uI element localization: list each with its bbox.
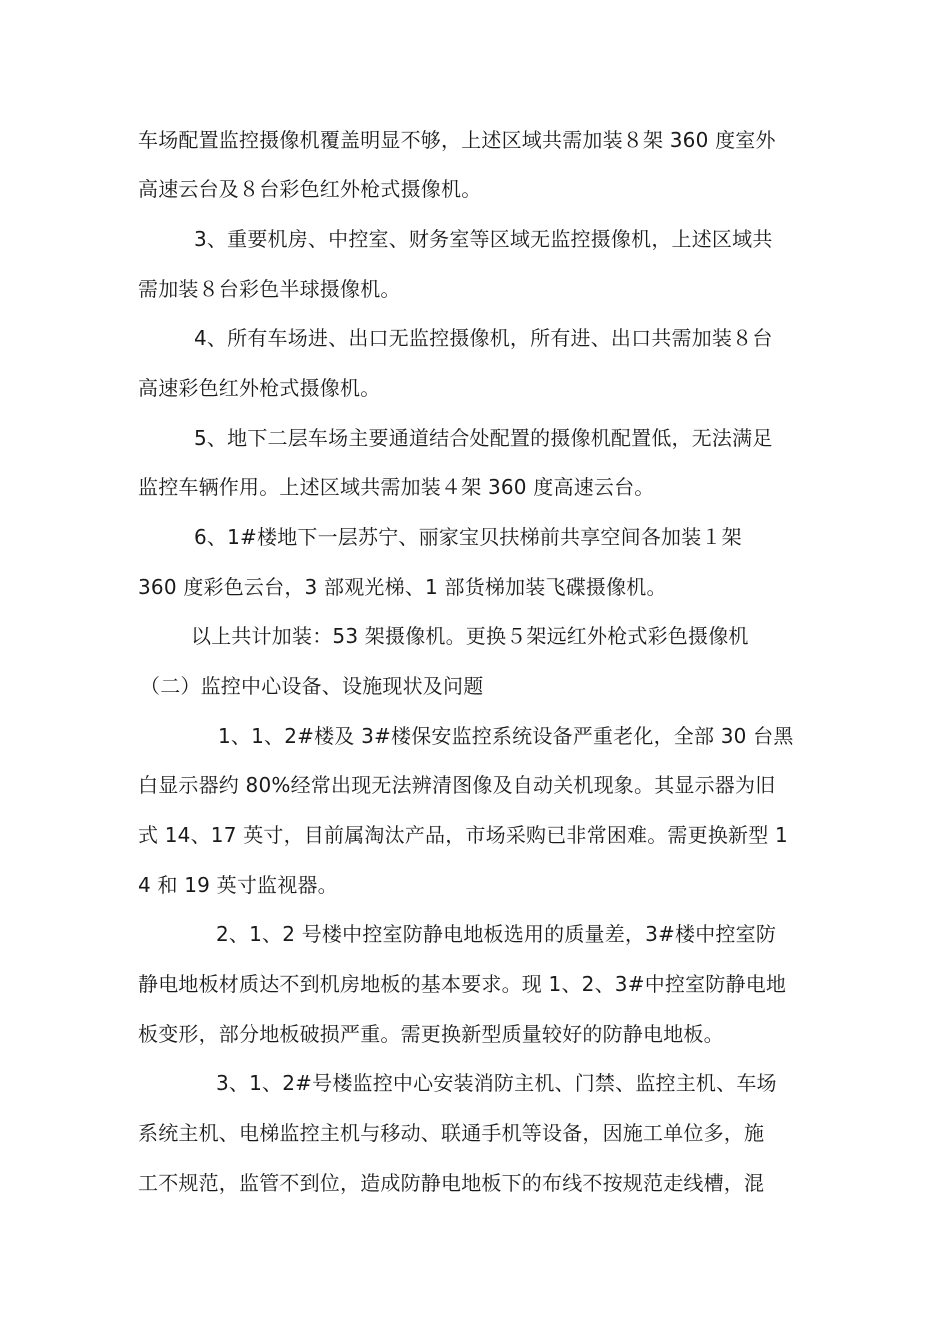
paragraph-line: 板变形，部分地板破损严重。需更换新型质量较好的防静电地板。 (138, 1022, 724, 1046)
paragraph-line: 监控车辆作用。上述区域共需加装４架 360 度高速云台。 (138, 475, 655, 499)
paragraph-line: 4 和 19 英寸监视器。 (138, 873, 338, 897)
paragraph-line: 360 度彩色云台，3 部观光梯、1 部货梯加装飞碟摄像机。 (138, 575, 667, 599)
paragraph-line: 工不规范，监管不到位，造成防静电地板下的布线不按规范走线槽，混 (138, 1171, 765, 1195)
paragraph-line: 3、重要机房、中控室、财务室等区域无监控摄像机，上述区域共 (194, 227, 773, 251)
paragraph-line: 4、所有车场进、出口无监控摄像机，所有进、出口共需加装８台 (194, 326, 773, 350)
paragraph-line: 白显示器约 80%经常出现无法辨清图像及自动关机现象。其显示器为旧 (138, 773, 776, 797)
paragraph-line: 静电地板材质达不到机房地板的基本要求。现 1、2、3#中控室防静电地 (138, 972, 787, 996)
summary-line: 以上共计加装：53 架摄像机。更换５架远红外枪式彩色摄像机 (191, 624, 749, 648)
section-heading: （二）监控中心设备、设施现状及问题 (140, 674, 484, 698)
paragraph-line: 5、地下二层车场主要通道结合处配置的摄像机配置低，无法满足 (194, 426, 773, 450)
paragraph-line: 6、1#楼地下一层苏宁、丽家宝贝扶梯前共享空间各加装１架 (194, 525, 742, 549)
paragraph-line: 2、1、2 号楼中控室防静电地板选用的质量差，3#楼中控室防 (216, 922, 777, 946)
paragraph-line: 高速云台及８台彩色红外枪式摄像机。 (138, 177, 482, 201)
paragraph-line: 高速彩色红外枪式摄像机。 (138, 376, 381, 400)
paragraph-line: 需加装８台彩色半球摄像机。 (138, 277, 401, 301)
paragraph-line: 式 14、17 英寸，目前属淘汰产品，市场采购已非常困难。需更换新型 1 (138, 823, 788, 847)
paragraph-line: 3、1、2#号楼监控中心安装消防主机、门禁、监控主机、车场 (216, 1071, 777, 1095)
paragraph-line: 系统主机、电梯监控主机与移动、联通手机等设备，因施工单位多，施 (138, 1121, 765, 1145)
paragraph-line: 车场配置监控摄像机覆盖明显不够，上述区域共需加装８架 360 度室外 (138, 128, 776, 152)
paragraph-line: 1、1、2#楼及 3#楼保安监控系统设备严重老化，全部 30 台黑 (218, 724, 794, 748)
